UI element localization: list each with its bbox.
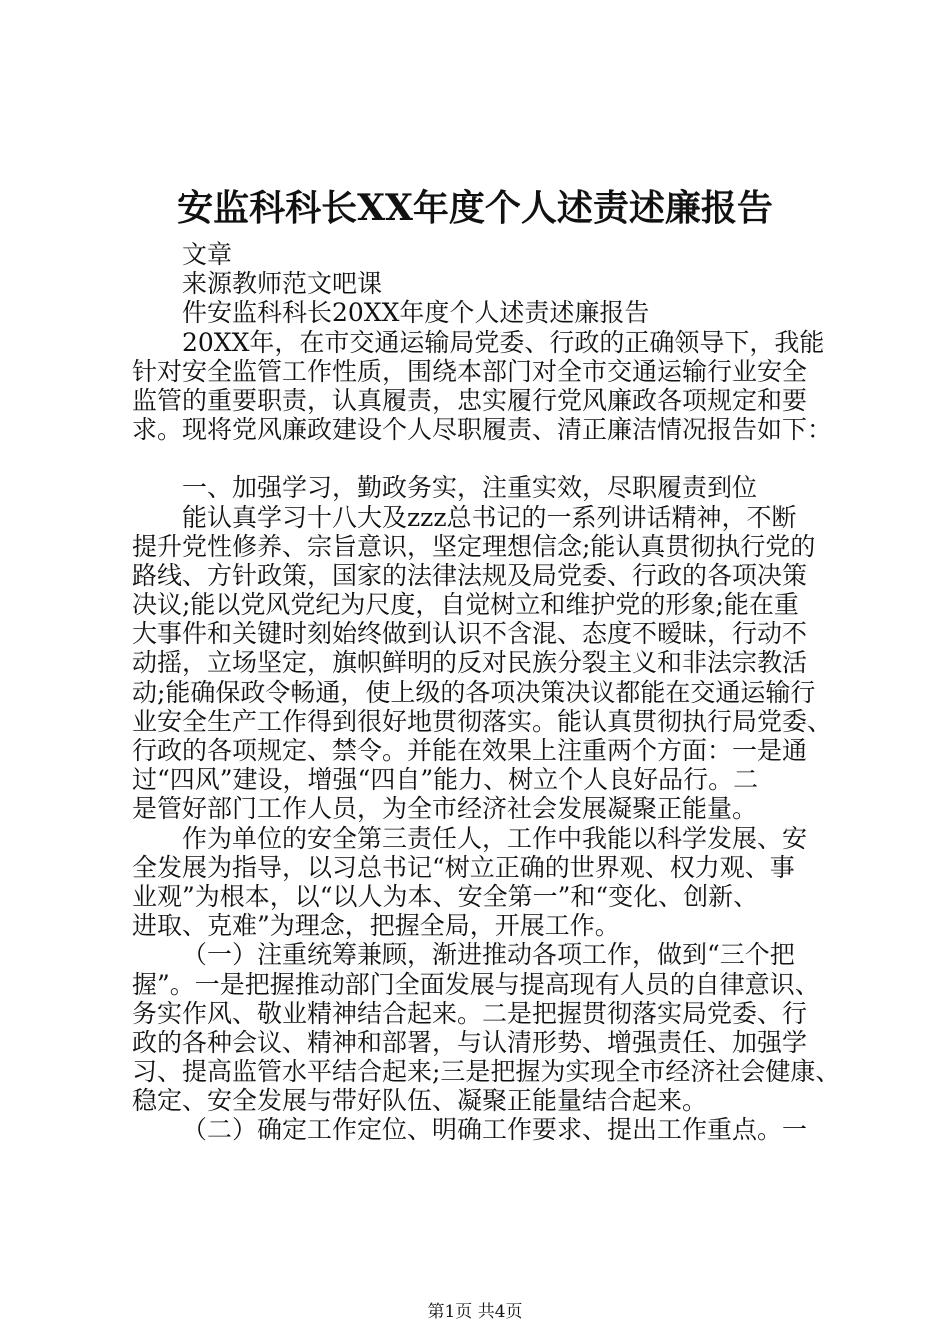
paragraph-2-line: 全发展为指导，以习总书记“树立正确的世界观、权力观、事	[132, 852, 795, 882]
paragraph-1-line: 动摇，立场坚定，旗帜鲜明的反对民族分裂主义和非法宗教活	[132, 648, 808, 678]
section-heading: 一、加强学习，勤政务实，注重实效，尽职履责到位	[182, 473, 758, 503]
paragraph-3-line: 稳定、安全发展与带好队伍、凝聚正能量结合起来。	[132, 1086, 708, 1116]
paragraph-2-line: 作为单位的安全第三责任人，工作中我能以科学发展、安	[182, 823, 808, 853]
paragraph-3-line: 习、提高监管水平结合起来;三是把握为实现全市经济社会健康、	[132, 1057, 841, 1087]
paragraph-2-line: 业观”为根本，以“以人为本、安全第一”和“变化、创新、	[132, 881, 759, 911]
paragraph-1-line: 过“四风”建设，增强“四自”能力、树立个人良好品行。二	[132, 765, 759, 795]
paragraph-1-line: 业安全生产工作得到很好地贯彻落实。能认真贯彻执行局党委、	[132, 706, 833, 736]
paragraph-3-line: 务实作风、敬业精神结合起来。二是把握贯彻落实局党委、行	[132, 998, 808, 1028]
paragraph-3-line: 政的各种会议、精神和部署，与认清形势、增强责任、加强学	[132, 1027, 808, 1057]
document-body	[132, 240, 841, 1145]
paragraph-1-line: 是管好部门工作人员，为全市经济社会发展凝聚正能量。	[132, 794, 758, 824]
intro-line: 监管的重要职责，认真履责，忠实履行党风廉政各项规定和要	[132, 385, 808, 415]
paragraph-4-line: （二）确定工作定位、明确工作要求、提出工作重点。一	[182, 1115, 808, 1145]
paragraph-2-line: 进取、克难”为理念，把握全局，开展工作。	[132, 911, 620, 941]
intro-line: 针对安全监管工作性质，围绕本部门对全市交通运输行业安全	[132, 356, 808, 386]
paragraph-1-line: 决议;能以党风党纪为尺度，自觉树立和维护党的形象;能在重	[132, 590, 799, 620]
meta-line: 来源教师范文吧课	[182, 269, 383, 299]
paragraph-1-line: 提升党性修养、宗旨意识，坚定理想信念;能认真贯彻执行党的	[132, 531, 816, 561]
document-title: 安监科科长XX年度个人述责述廉报告	[177, 187, 773, 229]
paragraph-1-line: 路线、方针政策，国家的法律法规及局党委、行政的各项决策	[132, 560, 808, 590]
paragraph-1-line: 能认真学习十八大及zzz总书记的一系列讲话精神，不断	[182, 502, 797, 532]
intro-line: 求。现将党风廉政建设个人尽职履责、清正廉洁情况报告如下：	[132, 415, 833, 445]
paragraph-3-line: 握”。一是把握推动部门全面发展与提高现有人员的自律意识、	[132, 969, 820, 999]
meta-line: 件安监科科长20XX年度个人述责述廉报告	[182, 298, 650, 328]
page-footer: 第1页 共4页	[427, 1302, 523, 1322]
paragraph-1-line: 行政的各项规定、禁令。并能在效果上注重两个方面：一是通	[132, 736, 808, 765]
paragraph-3-line: （一）注重统筹兼顾，渐进推动各项工作，做到“三个把	[182, 940, 795, 970]
meta-line: 文章	[182, 240, 233, 269]
paragraph-1-line: 大事件和关键时刻始终做到认识不含混、态度不暧昧，行动不	[132, 619, 808, 649]
paragraph-1-line: 动;能确保政令畅通，使上级的各项决策决议都能在交通运输行	[132, 677, 816, 707]
intro-line: 20XX年，在市交通运输局党委、行政的正确领导下，我能	[182, 327, 825, 357]
